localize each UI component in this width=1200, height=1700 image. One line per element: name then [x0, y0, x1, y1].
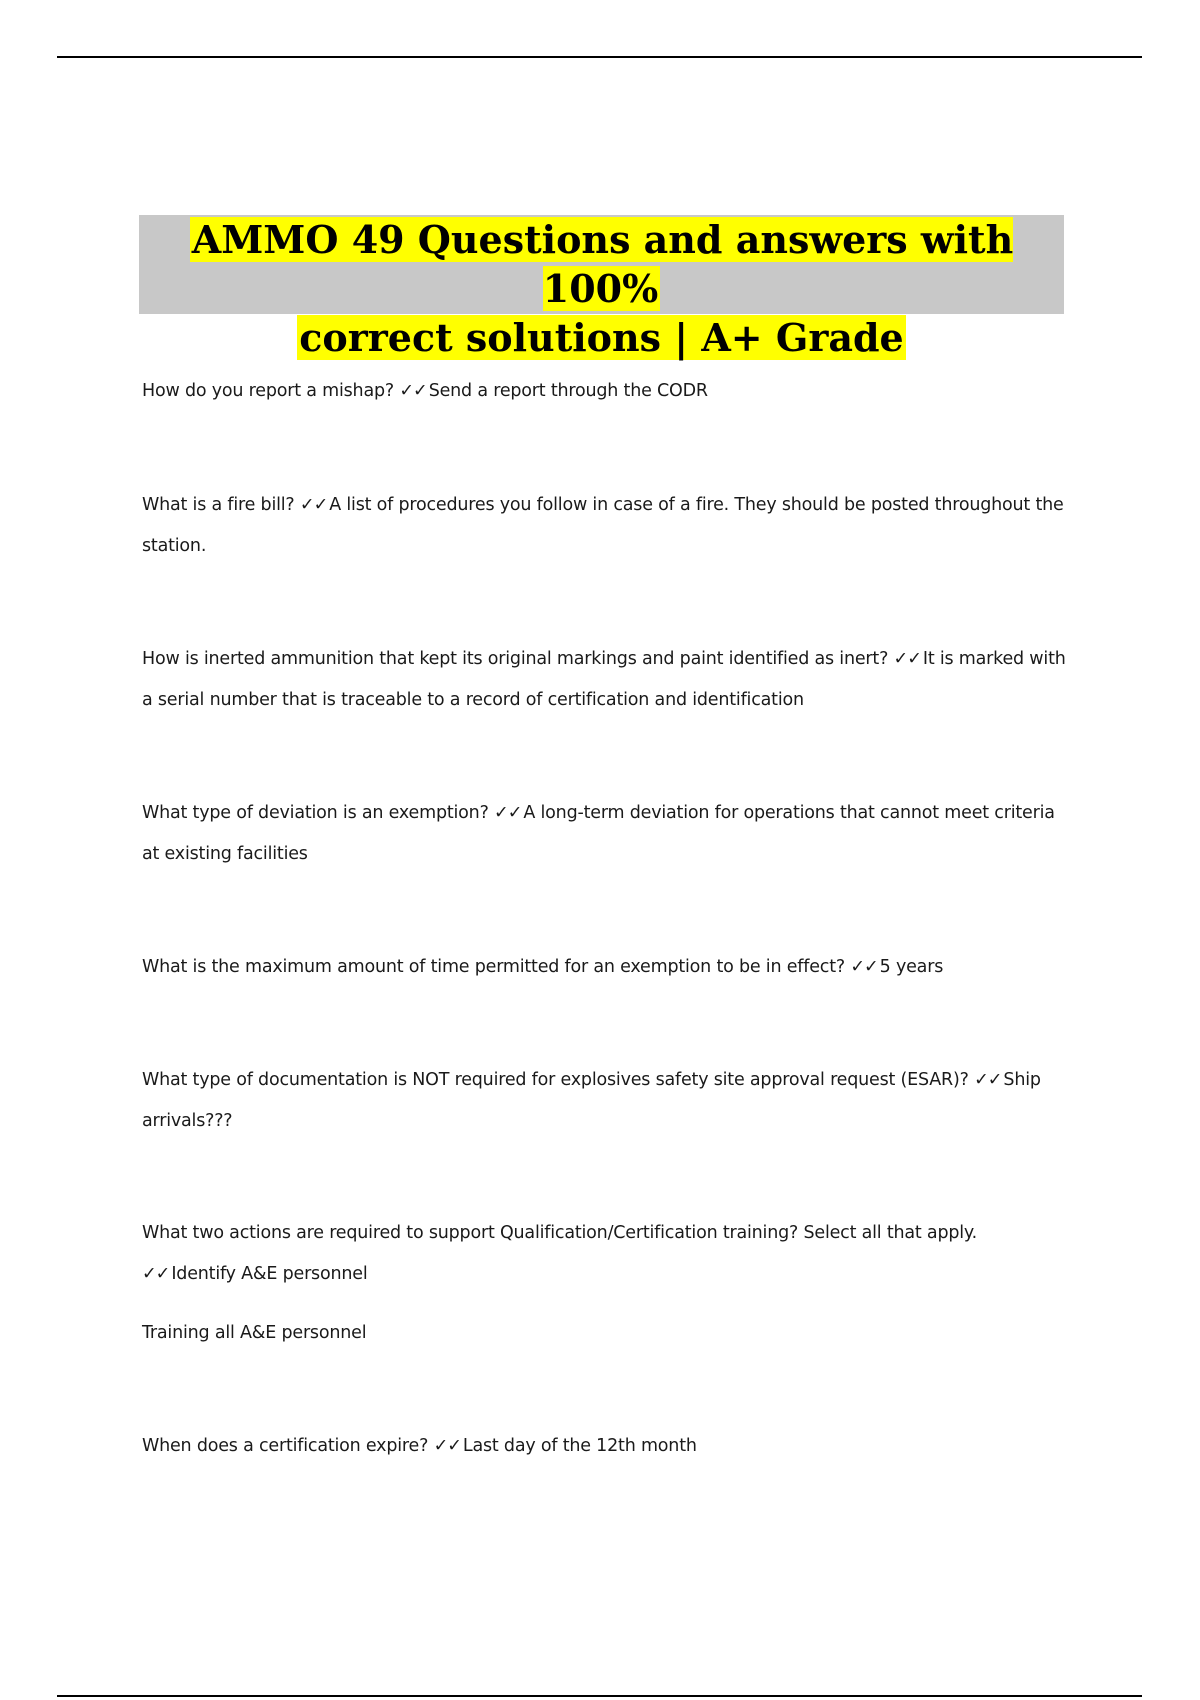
question-text: How do you report a mishap?	[142, 381, 394, 401]
answer-text: Ship arrivals???	[142, 1070, 1041, 1131]
qa-item-8	[142, 1426, 1072, 1467]
double-check-icon: ✓✓	[850, 957, 878, 977]
qa-item-7-extra-answer: Training all A&E personnel	[142, 1323, 367, 1343]
double-check-icon: ✓✓	[893, 649, 921, 669]
title-line-1: AMMO 49 Questions and answers with 100%	[191, 217, 1014, 311]
question-text: When does a certification expire?	[142, 1436, 429, 1456]
qa-item-4	[142, 793, 1072, 875]
qa-item-6	[142, 1060, 1072, 1142]
double-check-icon: ✓✓	[299, 495, 328, 515]
double-check-icon: ✓✓	[433, 1436, 461, 1456]
document-title	[139, 215, 1064, 360]
title-line-2: correct solutions | A+ Grade	[299, 315, 904, 360]
answer-text: 5 years	[879, 957, 944, 977]
question-text: How is inerted ammunition that kept its original markings and paint identified as inert?	[142, 649, 889, 669]
answer-text: A long-term deviation for operations that cannot meet criteria at existing facilities	[142, 803, 1055, 864]
double-check-icon: ✓✓	[142, 1264, 170, 1284]
answer-text: A list of procedures you follow in case of a fire. They should be posted throughout the station.	[142, 495, 1064, 556]
top-rule	[57, 56, 1142, 58]
qa-item-7	[142, 1213, 1072, 1295]
qa-item-1	[142, 371, 1072, 412]
answer-text: Last day of the 12th month	[462, 1436, 697, 1456]
question-text: What type of deviation is an exemption?	[142, 803, 489, 823]
qa-item-5	[142, 947, 1072, 988]
question-text: What two actions are required to support Qualification/Certification training? Select all that apply.	[142, 1223, 977, 1243]
bottom-rule	[57, 1695, 1142, 1697]
double-check-icon: ✓✓	[974, 1070, 1002, 1090]
double-check-icon: ✓✓	[399, 381, 427, 401]
question-text: What type of documentation is NOT required for explosives safety site approval request (ESAR)?	[142, 1070, 969, 1090]
qa-item-2	[142, 485, 1072, 567]
question-text: What is a fire bill?	[142, 495, 295, 515]
answer-text: It is marked with a serial number that is traceable to a record of certification and identification	[142, 649, 1066, 710]
answer-text: Identify A&E personnel	[171, 1264, 368, 1284]
answer-text: Send a report through the CODR	[428, 381, 708, 401]
double-check-icon: ✓✓	[494, 803, 522, 823]
qa-item-3	[142, 639, 1072, 721]
question-text: What is the maximum amount of time permitted for an exemption to be in effect?	[142, 957, 845, 977]
